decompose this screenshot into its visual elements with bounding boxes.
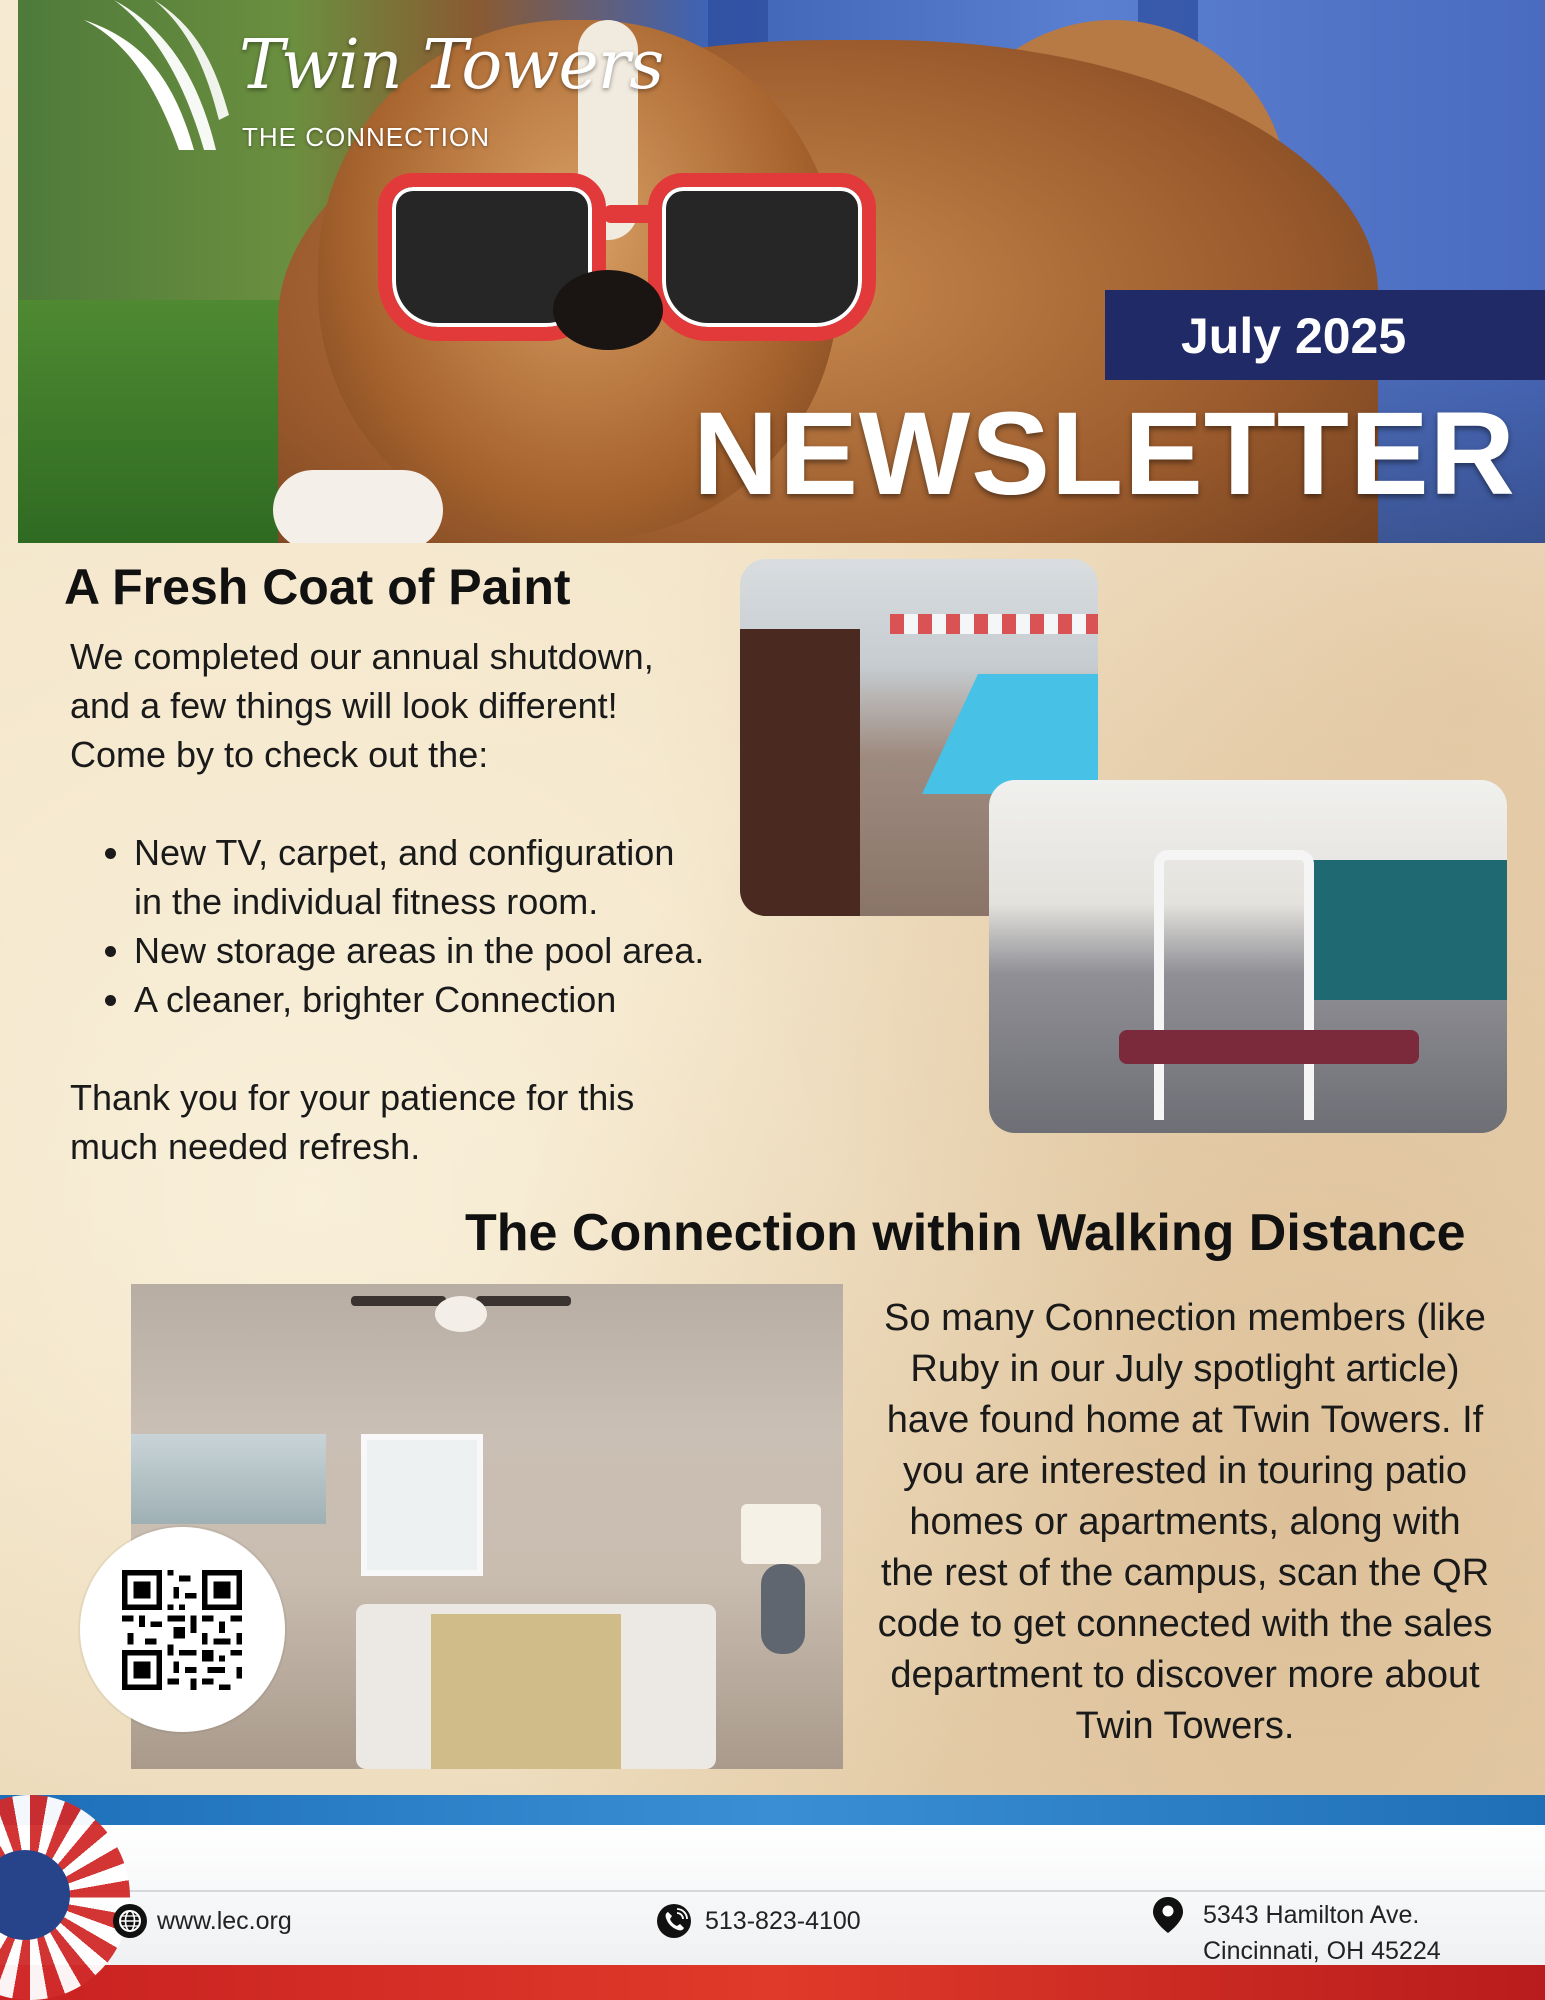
section2-line: Ruby in our July spotlight article) <box>910 1348 1460 1390</box>
fitness-machine <box>1154 850 1314 1120</box>
dog-nose <box>553 270 663 350</box>
section1-closing-line: Thank you for your patience for this <box>70 1077 635 1118</box>
sunglasses-lens-right <box>648 173 876 341</box>
section2-line: code to get connected with the sales <box>877 1603 1493 1645</box>
address-line-1: 5343 Hamilton Ave. <box>1203 1901 1420 1929</box>
teal-wall <box>1309 860 1507 1000</box>
storage-lockers <box>740 629 860 916</box>
phone-icon <box>657 1904 691 1938</box>
date-band <box>1105 290 1545 380</box>
update-list <box>70 828 760 1024</box>
bedroom-window <box>361 1434 483 1576</box>
pool-water <box>922 674 1098 794</box>
section2-line: the rest of the campus, scan the QR <box>880 1552 1490 1594</box>
section2-line: homes or apartments, along with <box>909 1501 1461 1543</box>
section2-body <box>845 1293 1525 1752</box>
machine-seat <box>1119 1030 1419 1064</box>
section1-intro-line: We completed our annual shutdown, <box>70 636 654 677</box>
dog-paw <box>273 470 443 543</box>
wall-art <box>131 1434 326 1524</box>
logo-name: Twin Towers <box>239 26 664 105</box>
footer-divider <box>0 1890 1545 1892</box>
section1-intro-line: and a few things will look different! <box>70 685 618 726</box>
section2-line: So many Connection members (like <box>884 1297 1486 1339</box>
logo-mark-icon <box>84 0 234 150</box>
newsletter-title: NEWSLETTER <box>693 388 1516 520</box>
qr-code-icon[interactable] <box>122 1570 242 1690</box>
update-item: • A cleaner, brighter Connection <box>134 975 760 1024</box>
update-item: • New storage areas in the pool area. <box>134 926 760 975</box>
section2-line: have found home at Twin Towers. If <box>886 1399 1484 1441</box>
phone-number[interactable]: 513-823-4100 <box>705 1907 861 1935</box>
section2-title: The Connection within Walking Distance <box>465 1204 1466 1262</box>
footer-contact-bar <box>0 1795 1545 2000</box>
fitness-room-photo <box>989 780 1507 1133</box>
address-line-2: Cincinnati, OH 45224 <box>1203 1937 1441 1965</box>
footer-red-stripe <box>0 1965 1545 2000</box>
footer-blue-stripe <box>0 1795 1545 1825</box>
section2-line: department to discover more about <box>890 1654 1480 1696</box>
location-pin-icon <box>1150 1895 1186 1935</box>
lamp-base <box>761 1564 805 1654</box>
globe-icon <box>113 1904 147 1938</box>
section2-line: Twin Towers. <box>1075 1705 1295 1747</box>
pennant-banner <box>890 614 1098 634</box>
section1-intro-line: Come by to check out the: <box>70 734 489 775</box>
hero-banner <box>18 0 1545 543</box>
logo-subtitle: THE CONNECTION <box>242 122 490 152</box>
twin-towers-logo <box>84 0 664 160</box>
issue-date: July 2025 <box>1181 308 1407 364</box>
ceiling-fan <box>351 1284 571 1344</box>
section2-line: you are interested in touring patio <box>902 1450 1468 1492</box>
lamp-shade <box>741 1504 821 1564</box>
section1-title: A Fresh Coat of Paint <box>64 559 571 615</box>
update-item: • New TV, carpet, and configuration in the individual fitness room. <box>134 828 694 926</box>
section1-body <box>70 632 760 1171</box>
bed-throw <box>431 1614 621 1769</box>
website-link[interactable]: www.lec.org <box>157 1907 292 1935</box>
section1-closing-line: much needed refresh. <box>70 1126 421 1167</box>
